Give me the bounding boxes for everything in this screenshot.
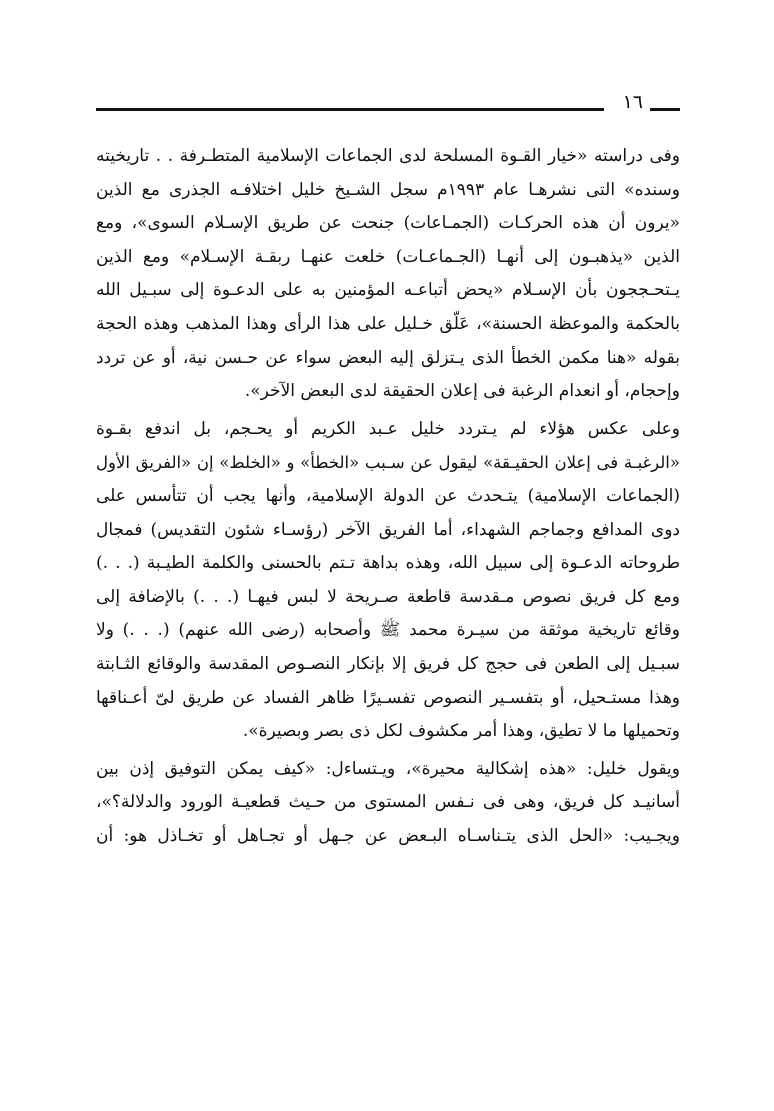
paragraph-2 bbox=[96, 413, 680, 749]
body-text bbox=[96, 140, 680, 853]
text-line: بالحكمة والموعظة الحسنة»، عَلّق خـليل على هذا الرأى وهذا المذهب وهذه الحجة bbox=[96, 313, 680, 334]
text-line: سبـيل إلى الطعن فى حجج كل فريق إلا بإنكار النصـوص المقدسة والوقائع الثـابتة bbox=[96, 653, 680, 674]
header-rule-long bbox=[96, 108, 604, 111]
text-line: ومع كل فريق نصوص مـقدسة قاطعة صـريحة لا لبس فيهـا (. . .) بالإضافة إلى bbox=[96, 586, 680, 607]
text-line: دوى المدافع وجماجم الشهداء، أما الفريق الآخر (رؤسـاء شئون التقديس) فمجال bbox=[96, 519, 680, 540]
text-line: وقائع تاريخية موثقة من سيـرة محمد ﷺ وأصحابه (رضى الله عنهم) (. . .) ولا bbox=[96, 620, 680, 641]
text-line: وفى دراسته «خيار القـوة المسلحة لدى الجماعات الإسلامية المتطـرفة . . تاريخيته bbox=[96, 146, 680, 166]
paragraph-1 bbox=[96, 140, 680, 409]
page-number: ١٦ bbox=[622, 91, 643, 113]
text-line: (الجماعات الإسلامية) يتـحدث عن الدولة الإسلامية، وأنها يجب أن تتأسس على bbox=[96, 485, 680, 506]
text-line: الذين «يذهبـون إلى أنهـا (الجـماعـات) خلعت عنهـا ربقـة الإسـلام» ومع الذين bbox=[96, 246, 680, 267]
text-line: أسانيـد كل فريق، وهى فى نـفس المستوى من حـيث قطعيـة الورود والدلالة؟»، bbox=[96, 792, 680, 813]
page-header bbox=[96, 92, 680, 122]
text-line: وهذا مستـحيل، أو بتفسـير النصوص تفسـيرًا ظاهر الفساد عن طريق لىّ أعـناقها bbox=[96, 687, 680, 708]
text-line: وعلى عكس هؤلاء لم يـتردد خليل عـبد الكريم أو يحـجم، بل اندفع بقـوة bbox=[96, 418, 680, 439]
text-line: وسنده» التى نشرهـا عام ١٩٩٣م سجل الشـيخ خليل اختلافـه الجذرى مع الذين bbox=[96, 179, 680, 200]
paragraph-3 bbox=[96, 753, 680, 854]
text-line: بقوله «هنا مكمن الخطأ الذى يـتزلق إليه البعض سواء عن حـسن نية، أو عن تردد bbox=[96, 347, 680, 368]
header-rule-short bbox=[650, 108, 680, 111]
text-line: يـتحـججون بأن الإسـلام «يحض أتباعـه المؤمنين به على الدعـوة إلى سبـيل الله bbox=[96, 280, 680, 301]
text-line: وتحميلها ما لا تطيق، وهذا أمر مكشوف لكل ذى بصر وبصيرة». bbox=[242, 721, 680, 742]
text-line: وإحجام، أو انعدام الرغبة فى إعلان الحقيقة لدى البعض الآخر». bbox=[244, 381, 680, 402]
text-line: طروحاته الدعـوة إلى سبيل الله، وهذه بداهة تـتم بالحسنى والكلمة الطيـبة (. . .) bbox=[96, 553, 680, 574]
text-line: «يرون أن هذه الحركـات (الجمـاعات) جنحت عن طريق الإسـلام السوى»، ومع bbox=[96, 213, 680, 234]
text-line: ويجـيب: «الحل الذى يتـناسـاه البـعض عن جـهل أو تجـاهل أو تخـاذل هو: أن bbox=[96, 825, 680, 846]
text-line: «الرغبـة فى إعلان الحقيـقة» ليقول عن سـبب «الخطأ» و «الخلط» إن «الفريق الأول bbox=[96, 453, 680, 473]
text-line: ويقول خليل: «هذه إشكالية محيرة»، ويـتساءل: «كيف يمكن التوفيق إذن بين bbox=[96, 758, 680, 779]
